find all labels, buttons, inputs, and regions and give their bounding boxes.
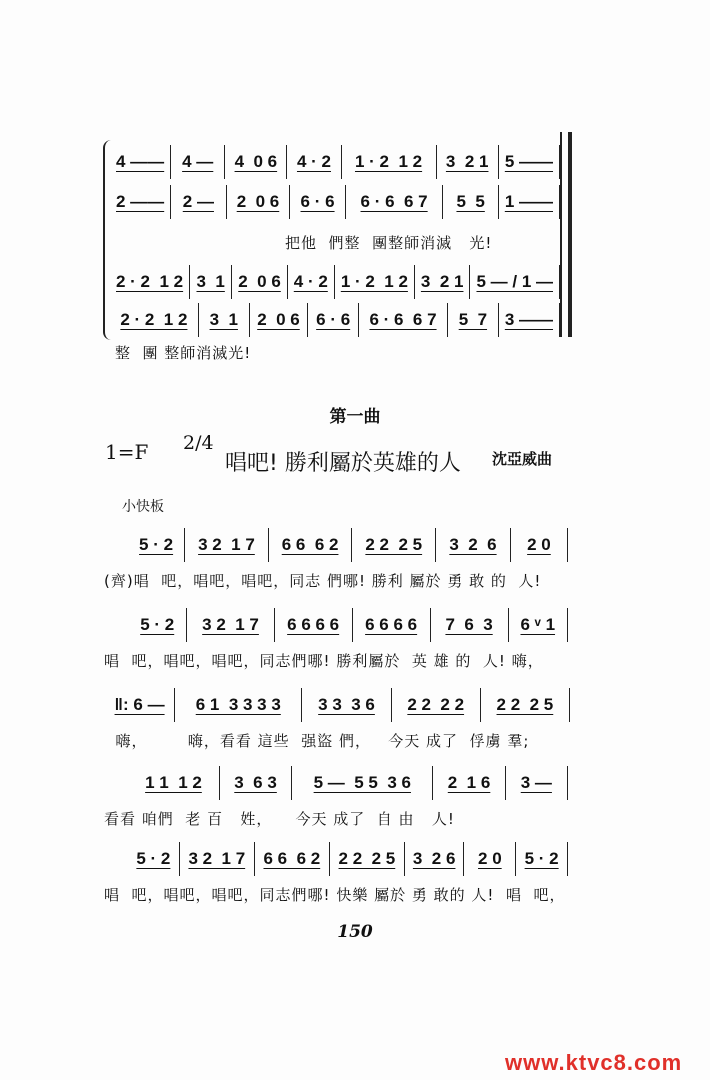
measure: 3 1	[199, 303, 250, 337]
time-signature: 2/4	[183, 432, 214, 454]
measure: 6 6 6 6	[353, 608, 431, 642]
measure: 2 0 6	[250, 303, 308, 337]
measure: 5 7	[448, 303, 499, 337]
measure: 5 · 2	[516, 842, 568, 876]
staff-row	[105, 688, 570, 722]
lyric-row: 看看 咱們 老 百 姓， 今天 成了 自 由 人!	[104, 810, 455, 828]
measure: 6 6 6 2	[255, 842, 330, 876]
measure: 5 5	[443, 185, 498, 219]
measure: 6 · 6 6 7	[346, 185, 444, 219]
staff-top-3	[110, 265, 560, 299]
measure: 6 · 6 6 7	[359, 303, 448, 337]
measure: 5 — 5 5 3 6	[292, 766, 433, 800]
lyric-row: 唱 吧，唱吧，唱吧，同志們哪! 快樂 屬於 勇 敢的 人! 唱 吧，	[104, 886, 566, 904]
lyric-row: (齊)唱 吧，唱吧，唱吧，同志 們哪! 勝利 屬於 勇 敢 的 人!	[104, 572, 542, 590]
measure: 6 · 6	[290, 185, 345, 219]
measure: 2 · 2 1 2	[110, 265, 190, 299]
measure: 3 1	[190, 265, 232, 299]
measure: 3 2 1	[415, 265, 471, 299]
measure: 3 2 1	[437, 145, 499, 179]
measure: 4 —	[171, 145, 225, 179]
measure: 2 · 2 1 2	[110, 303, 199, 337]
lyric-top-upper: 把他 們整 團整師消滅 光!	[285, 234, 493, 252]
measure: 2 0	[464, 842, 516, 876]
measure: 3 ——	[499, 303, 560, 337]
lyric-row: 嗨， 嗨，看看 這些 强盜 們， 今天 成了 俘虜 羣;	[104, 732, 530, 750]
measure: 2 ——	[110, 185, 171, 219]
staff-row	[128, 608, 568, 642]
staff-row	[128, 528, 568, 562]
measure: 6 6 6 2	[269, 528, 353, 562]
key-signature: 1=F	[105, 440, 149, 464]
measure: ‖: 6 —	[105, 688, 175, 722]
measure: 6 1 3 3 3 3	[175, 688, 302, 722]
measure: 2 2 2 5	[481, 688, 570, 722]
measure: 1 · 2 1 2	[342, 145, 437, 179]
measure: 3 3 3 6	[302, 688, 391, 722]
piece-number: 第一曲	[329, 407, 381, 427]
measure: 7 6 3	[431, 608, 509, 642]
measure: 2 0 6	[227, 185, 291, 219]
measure: 3 —	[506, 766, 568, 800]
measure: 3 2 6	[405, 842, 465, 876]
measure: 6 · 6	[308, 303, 359, 337]
measure: 3 2 6	[436, 528, 511, 562]
measure: 2 1 6	[433, 766, 505, 800]
staff-row	[128, 766, 568, 800]
page-number: 150	[337, 922, 373, 942]
watermark: www.ktvc8.com	[505, 1050, 683, 1075]
measure: 2 2 2 5	[352, 528, 436, 562]
staff-top-1	[110, 145, 560, 179]
measure: 4 0 6	[225, 145, 287, 179]
measure: 2 —	[171, 185, 226, 219]
measure: 2 2 2 2	[392, 688, 481, 722]
measure: 2 2 2 5	[330, 842, 405, 876]
measure: 2 0	[511, 528, 568, 562]
tempo-marking: 小快板	[122, 499, 164, 515]
measure: 5 · 2	[128, 842, 180, 876]
composer: 沈亞威曲	[492, 450, 553, 468]
measure: 1 · 2 1 2	[335, 265, 415, 299]
staff-row	[128, 842, 568, 876]
measure: 5 · 2	[128, 608, 187, 642]
measure: 2 0 6	[232, 265, 288, 299]
measure: 3 2 1 7	[180, 842, 255, 876]
measure: 4 · 2	[288, 265, 335, 299]
measure: 5 ——	[499, 145, 560, 179]
measure: 5 · 2	[128, 528, 185, 562]
measure: 6 6 6 6	[275, 608, 353, 642]
song-title: 唱吧! 勝利屬於英雄的人	[225, 451, 461, 476]
final-barline	[560, 132, 572, 337]
measure: 6 ᵛ 1	[509, 608, 568, 642]
lyric-row: 唱 吧，唱吧，唱吧，同志們哪! 勝利屬於 英 雄 的 人! 嗨，	[104, 652, 544, 670]
measure: 3 2 1 7	[187, 608, 274, 642]
measure: 4 ——	[110, 145, 171, 179]
staff-top-4	[110, 303, 560, 337]
lyric-top-lower: 整 團 整師消滅光!	[115, 344, 252, 362]
measure: 5 — / 1 —	[470, 265, 560, 299]
measure: 3 2 1 7	[185, 528, 269, 562]
staff-top-2	[110, 185, 560, 219]
measure: 1 1 1 2	[128, 766, 220, 800]
measure: 4 · 2	[287, 145, 341, 179]
measure: 1 ——	[499, 185, 560, 219]
measure: 3 6 3	[220, 766, 292, 800]
